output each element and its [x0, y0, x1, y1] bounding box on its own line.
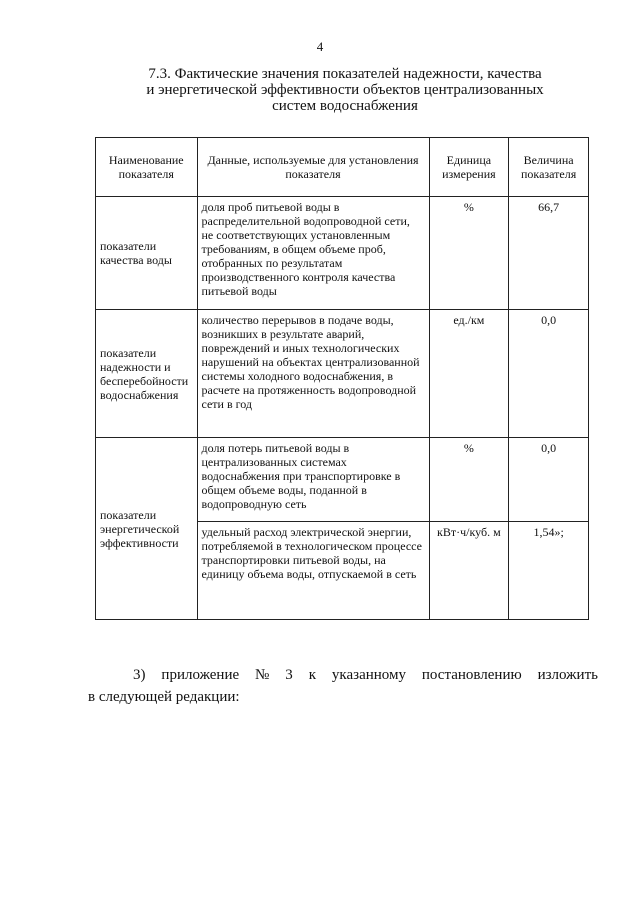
paragraph-word: изложить — [537, 667, 598, 683]
indicator-data: удельный расход электрической энергии, потребляемой в технологическом процессе транспортировки питьевой воды, на единицу объема воды, отпускаемой в сеть — [197, 522, 429, 620]
table-row — [96, 310, 589, 438]
indicators-table — [95, 137, 589, 620]
indicator-data: доля потерь питьевой воды в централизованных системах водоснабжения при транспортировке в общем объеме воды, поданной в водопроводную сеть — [197, 438, 429, 522]
indicator-value: 66,7 — [509, 197, 589, 310]
indicator-unit: кВт·ч/куб. м — [429, 522, 509, 620]
paragraph-word: 3 — [285, 667, 293, 683]
paragraph-word: приложение — [161, 667, 240, 683]
section-title — [80, 66, 610, 114]
indicator-data: количество перерывов в подаче воды, возникших в результате аварий, повреждений и иных технологических нарушений на объектах централизованной системы холодного водоснабжения, в расчете на протяженность водопроводной сети в год — [197, 310, 429, 438]
table-header-row — [96, 138, 589, 197]
paragraph-word: № — [255, 667, 270, 683]
indicator-value: 1,54»; — [509, 522, 589, 620]
indicator-unit: ед./км — [429, 310, 509, 438]
paragraph-line — [88, 664, 598, 686]
body-paragraph — [88, 664, 598, 708]
header-name: Наименование показателя — [96, 138, 198, 197]
section-title-line: 7.3. Фактические значения показателей надежности, качества — [148, 66, 542, 82]
paragraph-word: к — [308, 667, 316, 683]
indicator-name: показатели надежности и бесперебойности водоснабжения — [96, 310, 198, 438]
table-row — [96, 438, 589, 522]
section-title-line: систем водоснабжения — [272, 98, 418, 114]
paragraph-word: 3) — [133, 667, 146, 683]
indicator-name: показатели энергетической эффективности — [96, 438, 198, 620]
paragraph-line: в следующей редакции: — [88, 689, 240, 705]
section-title-line: и энергетической эффективности объектов централизованных — [146, 82, 544, 98]
header-data: Данные, используемые для установления показателя — [197, 138, 429, 197]
page-number: 4 — [316, 39, 324, 54]
paragraph-word: указанному — [331, 667, 406, 683]
table-row — [96, 197, 589, 310]
indicator-value: 0,0 — [509, 310, 589, 438]
header-unit: Единица измерения — [429, 138, 509, 197]
indicator-value: 0,0 — [509, 438, 589, 522]
indicator-unit: % — [429, 197, 509, 310]
paragraph-word: постановлению — [421, 667, 522, 683]
indicator-data: доля проб питьевой воды в распределительной водопроводной сети, не соответствующих установленным требованиям, в общем объеме проб, отобранных по результатам производственного контроля качества питьевой воды — [197, 197, 429, 310]
header-value: Величина показателя — [509, 138, 589, 197]
indicator-unit: % — [429, 438, 509, 522]
indicator-name: показатели качества воды — [96, 197, 198, 310]
